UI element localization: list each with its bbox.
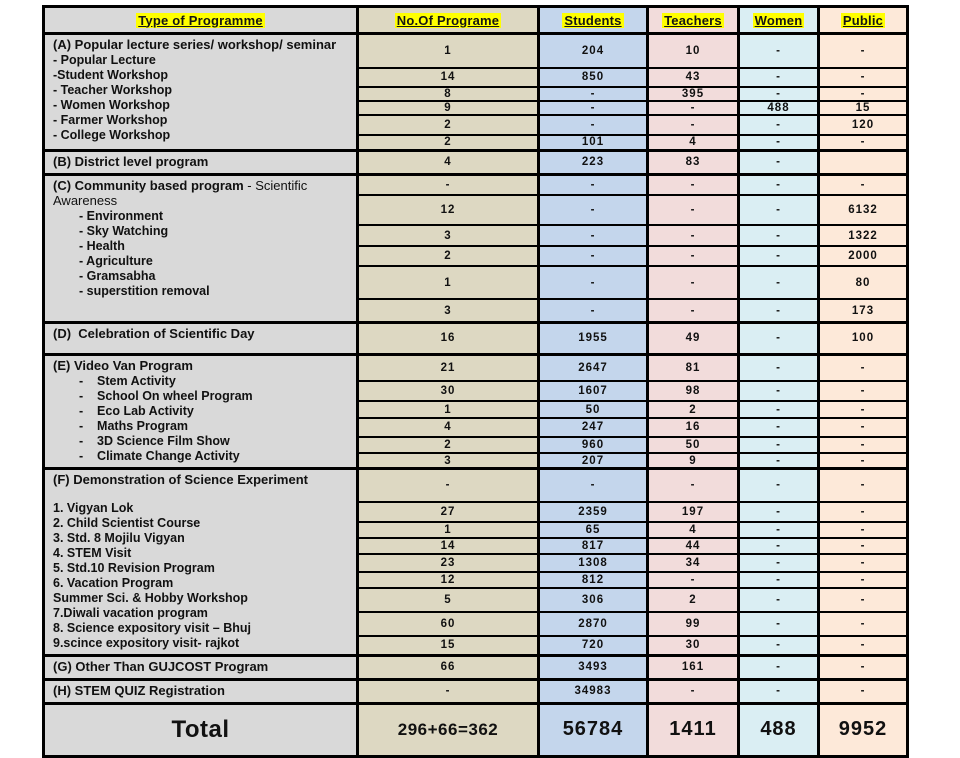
column-header-teachers-label: Teachers	[664, 12, 722, 28]
section-E-item: - Stem Activity	[79, 373, 176, 388]
section-F-row-8-women: -	[739, 612, 819, 636]
section-F-row-3-students: 65	[539, 522, 648, 538]
section-A-row-5-women: -	[739, 115, 819, 135]
section-D-row-1-teachers: 49	[648, 322, 739, 354]
section-F-row-1-students: -	[539, 468, 648, 502]
section-E-row-2-teachers: 98	[648, 381, 739, 401]
section-C-label	[44, 174, 358, 322]
section-F-item	[53, 488, 352, 501]
section-A-item: - Women Workshop	[53, 97, 170, 112]
section-F-row-2-programs: 27	[358, 502, 539, 522]
section-F-item: 3. Std. 8 Mojilu Vigyan	[53, 530, 185, 545]
section-C-row-1-women: -	[739, 174, 819, 195]
section-C-row-6-programs: 3	[358, 299, 539, 322]
section-C-row-6-women: -	[739, 299, 819, 322]
section-F-row-1-women: -	[739, 468, 819, 502]
section-C-row-2-teachers: -	[648, 195, 739, 225]
column-header-students-label: Students	[564, 12, 622, 28]
section-F-row-5-students: 1308	[539, 554, 648, 571]
section-F-row-9-public: -	[819, 636, 908, 656]
section-C-row-5-public: 80	[819, 266, 908, 299]
section-A-row-6-women: -	[739, 135, 819, 151]
total-teachers: 1411	[648, 703, 739, 756]
section-F-row-8-teachers: 99	[648, 612, 739, 636]
column-header-students	[539, 7, 648, 34]
section-D-heading: (D) Celebration of Scientific Day	[53, 325, 255, 341]
programme-summary-table	[42, 5, 909, 758]
section-E-row-3-programs: 1	[358, 401, 539, 418]
column-header-no-of-programe-label: No.Of Programe	[396, 12, 500, 28]
section-C-row-5-teachers: -	[648, 266, 739, 299]
section-F-row-1-public: -	[819, 468, 908, 502]
section-C-item: - Sky Watching	[79, 223, 169, 238]
section-F-row-5-teachers: 34	[648, 554, 739, 571]
section-A-item: - Popular Lecture	[53, 52, 156, 67]
section-A-row-1-programs: 1	[358, 34, 539, 68]
section-F-row-2-teachers: 197	[648, 502, 739, 522]
section-A-row-1-public: -	[819, 34, 908, 68]
section-E-row-1-women: -	[739, 354, 819, 381]
section-C-row-2-students: -	[539, 195, 648, 225]
section-E-row-4-public: -	[819, 418, 908, 437]
section-F-row-7-public: -	[819, 588, 908, 612]
section-A-row-3-students: -	[539, 87, 648, 101]
section-F-row-5-public: -	[819, 554, 908, 571]
section-F-row-1-programs: -	[358, 468, 539, 502]
section-A-row-3-women: -	[739, 87, 819, 101]
section-F-item: 9.scince expository visit- rajkot	[53, 635, 240, 650]
section-F-label	[44, 468, 358, 655]
section-E-row-5-women: -	[739, 437, 819, 454]
section-C-row-4-public: 2000	[819, 246, 908, 266]
section-F-row-5-programs: 23	[358, 554, 539, 571]
section-H-row-1-women: -	[739, 679, 819, 703]
section-A-row-2-programs: 14	[358, 68, 539, 87]
section-C-row-4-women: -	[739, 246, 819, 266]
section-E-item: - School On wheel Program	[79, 388, 253, 403]
section-A-row-4-teachers: -	[648, 101, 739, 115]
section-C-row-4-teachers: -	[648, 246, 739, 266]
section-E-row-2-women: -	[739, 381, 819, 401]
section-C-item: - Gramsabha	[79, 268, 156, 283]
section-G-row-1-students: 3493	[539, 655, 648, 679]
section-F-row-6-public: -	[819, 572, 908, 588]
section-C-row-2-programs: 12	[358, 195, 539, 225]
section-A-item: - Teacher Workshop	[53, 82, 173, 97]
section-C-row-6-public: 173	[819, 299, 908, 322]
section-F-row-3-teachers: 4	[648, 522, 739, 538]
section-C-row-2-women: -	[739, 195, 819, 225]
section-E-row-1-students: 2647	[539, 354, 648, 381]
section-E-row-3-public: -	[819, 401, 908, 418]
section-H-row-1-programs: -	[358, 679, 539, 703]
section-D-row-1-programs: 16	[358, 322, 539, 354]
section-C-row-3-women: -	[739, 225, 819, 246]
section-D-row-1-women: -	[739, 322, 819, 354]
section-F-item: 7.Diwali vacation program	[53, 605, 208, 620]
section-H-row-1-teachers: -	[648, 679, 739, 703]
section-A-row-4-programs: 9	[358, 101, 539, 115]
section-F-row-7-students: 306	[539, 588, 648, 612]
section-G-row-1-programs: 66	[358, 655, 539, 679]
section-A-row-3-teachers: 395	[648, 87, 739, 101]
column-header-public-label: Public	[842, 12, 884, 28]
section-A-row-2-public: -	[819, 68, 908, 87]
section-G-row-1-public: -	[819, 655, 908, 679]
section-E-heading: (E) Video Van Program	[53, 357, 193, 373]
section-H-row-1	[44, 679, 908, 703]
section-E-row-6-women: -	[739, 453, 819, 468]
section-G-row-1-women: -	[739, 655, 819, 679]
section-A-row-6-programs: 2	[358, 135, 539, 151]
section-E-row-6-programs: 3	[358, 453, 539, 468]
total-students: 56784	[539, 703, 648, 756]
section-E-row-6-teachers: 9	[648, 453, 739, 468]
column-header-no-of-programe	[358, 7, 539, 34]
section-C-row-2-public: 6132	[819, 195, 908, 225]
section-F-row-4-teachers: 44	[648, 538, 739, 554]
section-D-row-1-students: 1955	[539, 322, 648, 354]
section-E-item: - Eco Lab Activity	[79, 403, 194, 418]
section-C-row-5-programs: 1	[358, 266, 539, 299]
section-C-row-5-women: -	[739, 266, 819, 299]
section-C-row-4-students: -	[539, 246, 648, 266]
total-public: 9952	[819, 703, 908, 756]
section-F-row-7-programs: 5	[358, 588, 539, 612]
section-A-item: - Farmer Workshop	[53, 112, 168, 127]
section-F-row-6-students: 812	[539, 572, 648, 588]
section-F-row-4-public: -	[819, 538, 908, 554]
section-A-row-4-public: 15	[819, 101, 908, 115]
section-E-row-2-students: 1607	[539, 381, 648, 401]
section-E-row-4-teachers: 16	[648, 418, 739, 437]
section-C-heading-suffix: - Scientific Awareness	[53, 177, 311, 208]
section-B-heading: (B) District level program	[53, 154, 209, 169]
section-A-row-6-teachers: 4	[648, 135, 739, 151]
section-F-row-5-women: -	[739, 554, 819, 571]
section-C-row-1-teachers: -	[648, 174, 739, 195]
section-E-item: - 3D Science Film Show	[79, 433, 230, 448]
section-G-row-1-teachers: 161	[648, 655, 739, 679]
section-E-row-1-programs: 21	[358, 354, 539, 381]
section-B-row-1-students: 223	[539, 151, 648, 175]
section-A-row-1-women: -	[739, 34, 819, 68]
section-F-item: 4. STEM Visit	[53, 545, 132, 560]
section-G-heading: (G) Other Than GUJCOST Program	[53, 658, 269, 674]
section-F-row-4-programs: 14	[358, 538, 539, 554]
section-A-row-2-women: -	[739, 68, 819, 87]
section-C-item: - superstition removal	[79, 283, 210, 298]
section-F-row-4-students: 817	[539, 538, 648, 554]
section-F-item: 8. Science expository visit – Bhuj	[53, 620, 251, 635]
section-B-row-1-programs: 4	[358, 151, 539, 175]
section-G-label	[44, 655, 358, 679]
section-A-row-3-public: -	[819, 87, 908, 101]
section-A-row-6-students: 101	[539, 135, 648, 151]
section-F-item: 2. Child Scientist Course	[53, 515, 201, 530]
section-A-item: -Student Workshop	[53, 67, 169, 82]
section-F-row-8-students: 2870	[539, 612, 648, 636]
section-F-row-9-teachers: 30	[648, 636, 739, 656]
section-F-item: 5. Std.10 Revision Program	[53, 560, 215, 575]
column-header-public	[819, 7, 908, 34]
section-E-item: - Maths Program	[79, 418, 189, 433]
section-H-row-1-public: -	[819, 679, 908, 703]
section-E-row-5-programs: 2	[358, 437, 539, 454]
column-header-type-of-programme	[44, 7, 358, 34]
section-F-row-7-teachers: 2	[648, 588, 739, 612]
section-C-heading: (C) Community based program - Scientific Awareness	[53, 177, 311, 208]
section-F-row-7-women: -	[739, 588, 819, 612]
section-A-row-5-teachers: -	[648, 115, 739, 135]
section-E-row-6-public: -	[819, 453, 908, 468]
section-F-row-2-public: -	[819, 502, 908, 522]
section-E-row-6-students: 207	[539, 453, 648, 468]
section-F-item: 6. Vacation Program	[53, 575, 174, 590]
section-G-row-1	[44, 655, 908, 679]
section-E-row-4-students: 247	[539, 418, 648, 437]
section-A-item: - College Workshop	[53, 127, 171, 142]
section-E-row-5-public: -	[819, 437, 908, 454]
section-A-row-6-public: -	[819, 135, 908, 151]
total-row	[44, 703, 908, 756]
section-E-label	[44, 354, 358, 468]
header-row	[44, 7, 908, 34]
total-women: 488	[739, 703, 819, 756]
section-E-row-5-students: 960	[539, 437, 648, 454]
section-F-row-6-programs: 12	[358, 572, 539, 588]
section-C-row-1-programs: -	[358, 174, 539, 195]
section-C-row-6-teachers: -	[648, 299, 739, 322]
section-C-row-5-students: -	[539, 266, 648, 299]
section-C-row-4-programs: 2	[358, 246, 539, 266]
column-header-type-of-programme-label: Type of Programme	[138, 12, 263, 28]
section-A-heading: (A) Popular lecture series/ workshop/ seminar	[53, 37, 337, 52]
section-E-row-2-programs: 30	[358, 381, 539, 401]
section-F-row-2-women: -	[739, 502, 819, 522]
section-B-label	[44, 151, 358, 175]
section-E-row-4-programs: 4	[358, 418, 539, 437]
section-F-row-9-students: 720	[539, 636, 648, 656]
section-F-row-6-women: -	[739, 572, 819, 588]
section-A-row-2-teachers: 43	[648, 68, 739, 87]
section-F-row-8-programs: 60	[358, 612, 539, 636]
column-header-women-label: Women	[754, 12, 803, 28]
section-F-row-6-teachers: -	[648, 572, 739, 588]
section-F-row-8-public: -	[819, 612, 908, 636]
section-C-row-3-teachers: -	[648, 225, 739, 246]
section-A-row-4-students: -	[539, 101, 648, 115]
section-F-item: Summer Sci. & Hobby Workshop	[53, 590, 248, 605]
section-E-row-3-teachers: 2	[648, 401, 739, 418]
section-H-heading: (H) STEM QUIZ Registration	[53, 682, 225, 698]
section-F-heading: (F) Demonstration of Science Experiment	[53, 471, 308, 487]
section-F-row-1-teachers: -	[648, 468, 739, 502]
section-F-row-4-women: -	[739, 538, 819, 554]
section-A-row-5-students: -	[539, 115, 648, 135]
section-F-row-9-programs: 15	[358, 636, 539, 656]
section-C-row-6-students: -	[539, 299, 648, 322]
section-E-row-3-women: -	[739, 401, 819, 418]
total-label: Total	[44, 703, 358, 756]
column-header-teachers	[648, 7, 739, 34]
section-F-row-3-public: -	[819, 522, 908, 538]
section-D-row-1-public: 100	[819, 322, 908, 354]
section-A-row-1-students: 204	[539, 34, 648, 68]
section-A-row-5-programs: 2	[358, 115, 539, 135]
section-A-row-2-students: 850	[539, 68, 648, 87]
section-D-label	[44, 322, 358, 354]
section-A-row-3-programs: 8	[358, 87, 539, 101]
section-B-row-1-public	[819, 151, 908, 175]
section-E-row-3-students: 50	[539, 401, 648, 418]
section-C-item: - Environment	[79, 208, 164, 223]
section-C-item: - Health	[79, 238, 125, 253]
section-E-row-2-public: -	[819, 381, 908, 401]
section-E-row-1-public: -	[819, 354, 908, 381]
section-C-item: - Agriculture	[79, 253, 153, 268]
section-E-row-5-teachers: 50	[648, 437, 739, 454]
section-A-row-1-teachers: 10	[648, 34, 739, 68]
section-A-row-1	[44, 34, 908, 68]
section-B-row-1-women: -	[739, 151, 819, 175]
section-C-row-1	[44, 174, 908, 195]
section-F-item: 1. Vigyan Lok	[53, 500, 134, 515]
section-F-row-2-students: 2359	[539, 502, 648, 522]
section-E-row-4-women: -	[739, 418, 819, 437]
section-E-row-1	[44, 354, 908, 381]
section-A-row-4-women: 488	[739, 101, 819, 115]
section-F-row-3-programs: 1	[358, 522, 539, 538]
section-F-row-1	[44, 468, 908, 502]
section-C-row-3-students: -	[539, 225, 648, 246]
section-H-row-1-students: 34983	[539, 679, 648, 703]
section-A-label	[44, 34, 358, 151]
section-D-row-1	[44, 322, 908, 354]
section-H-label	[44, 679, 358, 703]
section-C-row-1-public: -	[819, 174, 908, 195]
column-header-women	[739, 7, 819, 34]
section-C-row-3-public: 1322	[819, 225, 908, 246]
section-B-row-1-teachers: 83	[648, 151, 739, 175]
section-E-item: - Climate Change Activity	[79, 448, 240, 463]
section-F-row-3-women: -	[739, 522, 819, 538]
section-C-row-3-programs: 3	[358, 225, 539, 246]
section-B-row-1	[44, 151, 908, 175]
section-F-row-9-women: -	[739, 636, 819, 656]
section-C-row-1-students: -	[539, 174, 648, 195]
total-no-of-programe: 296+66=362	[358, 703, 539, 756]
section-E-row-1-teachers: 81	[648, 354, 739, 381]
section-A-row-5-public: 120	[819, 115, 908, 135]
